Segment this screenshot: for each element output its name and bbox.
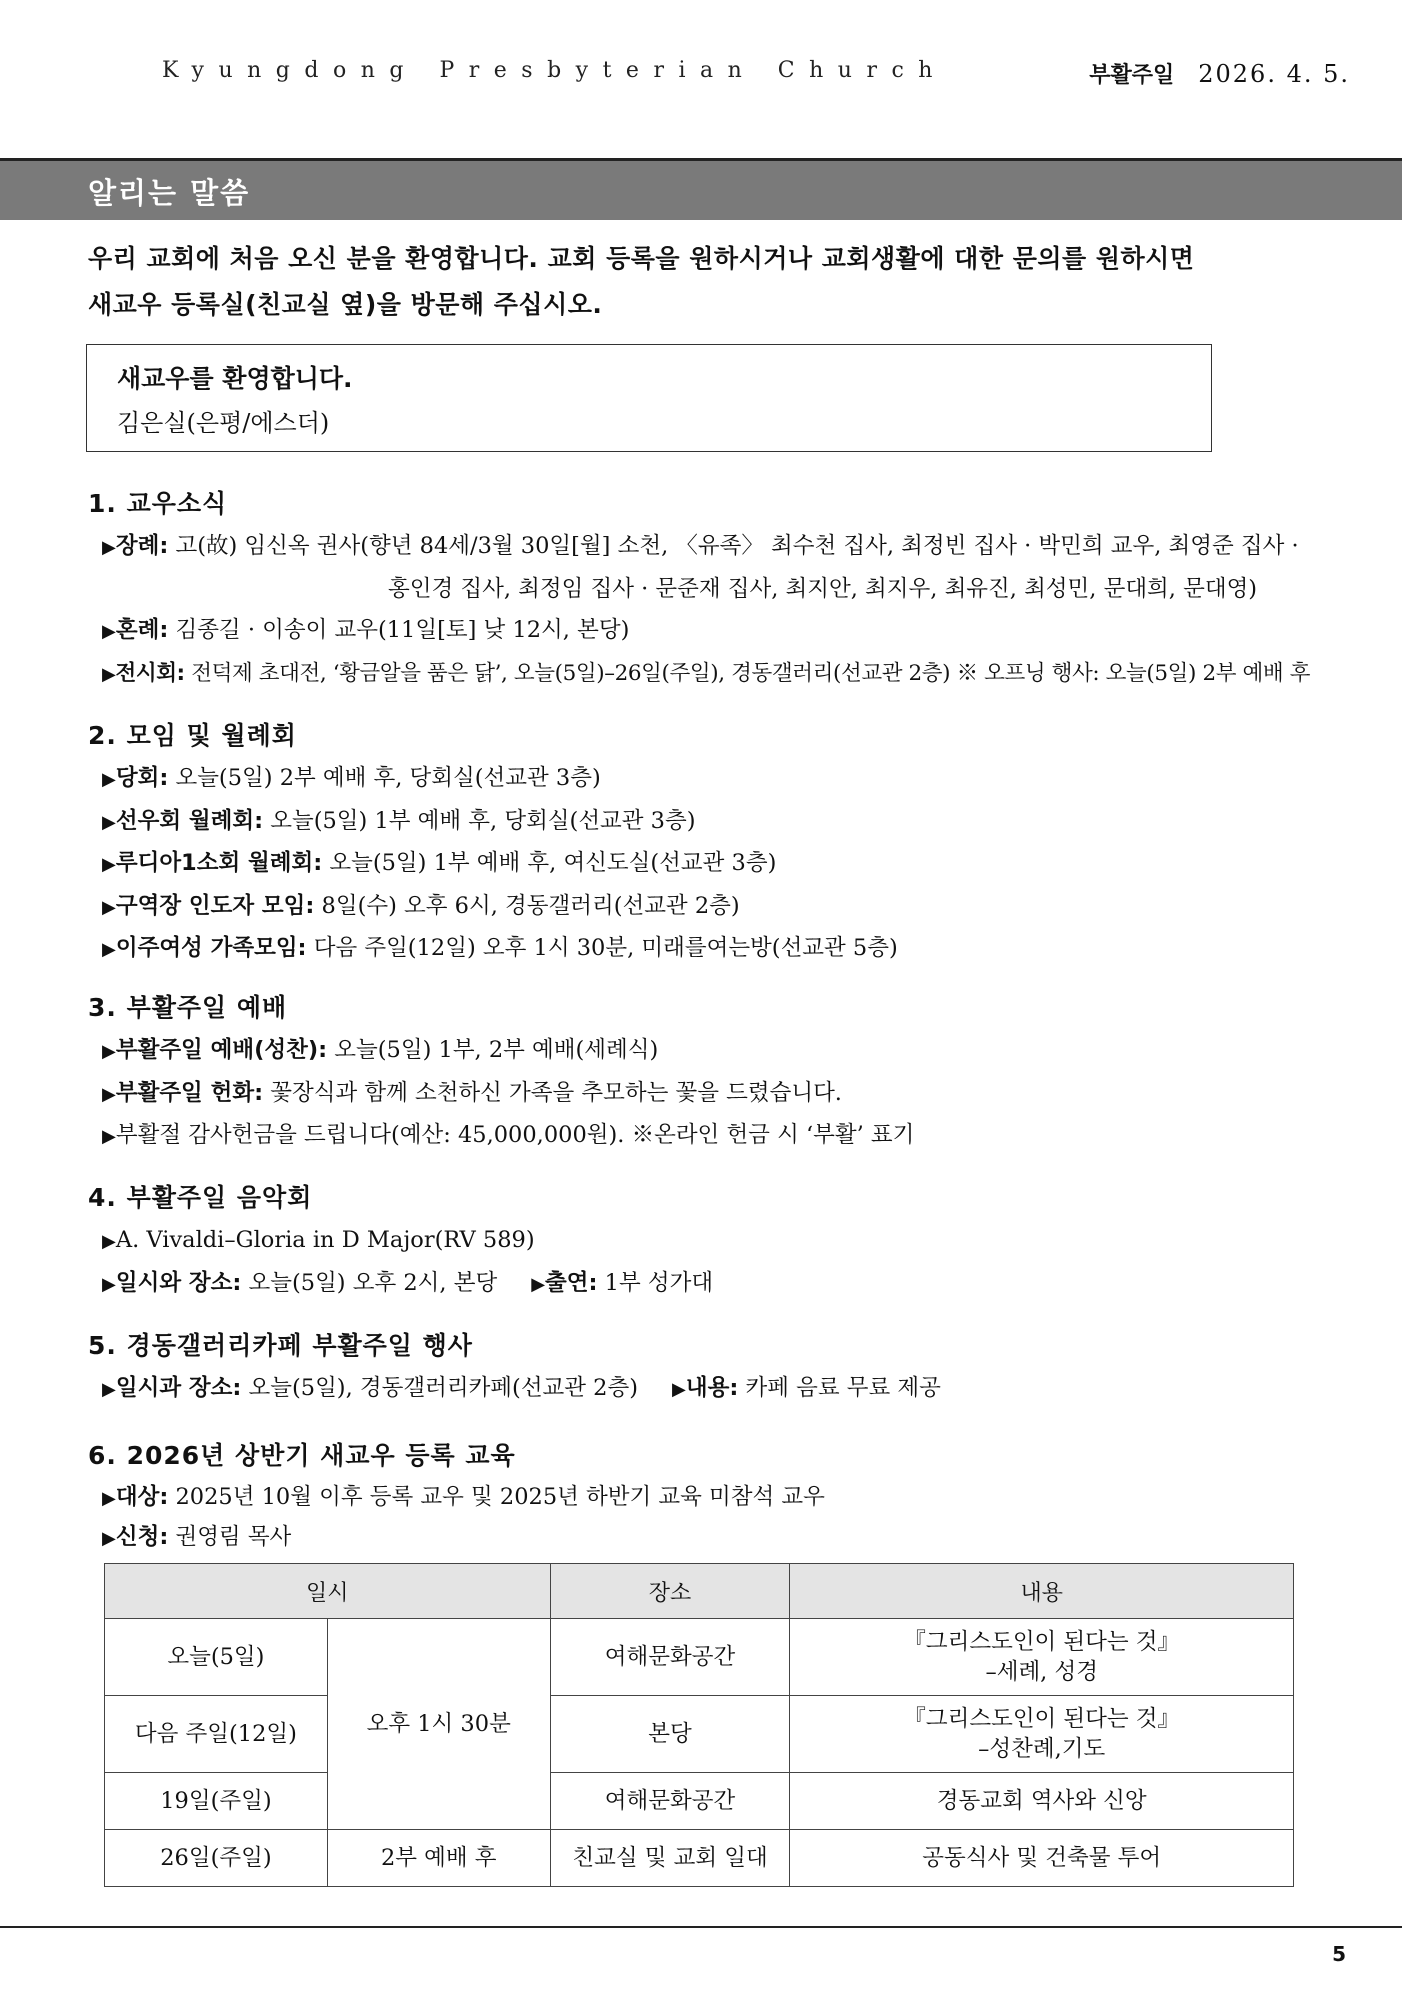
- list-item: [88, 843, 898, 886]
- section-title: 3. 부활주일 예배: [88, 993, 288, 1022]
- church-name: Kyungdong Presbyterian Church: [162, 58, 947, 83]
- footer-divider: [0, 1926, 1402, 1928]
- item-text: 2025년 10월 이후 등록 교우 및 2025년 하반기 교육 미참석 교우: [168, 1484, 825, 1510]
- arrow-icon: ▶: [102, 939, 116, 960]
- bulletin-date: [1089, 58, 1350, 89]
- arrow-icon: ▶: [102, 769, 116, 790]
- item-text: 오늘(5일) 오후 2시, 본당: [241, 1269, 498, 1296]
- arrow-icon: ▶: [102, 1488, 116, 1509]
- list-item: [88, 1115, 914, 1158]
- item-text: 다음 주일(12일) 오후 1시 30분, 미래를여는방(선교관 5층): [306, 935, 898, 961]
- place-cell: 친교실 및 교회 일대: [550, 1830, 790, 1887]
- time-cell: 2부 예배 후: [327, 1830, 550, 1887]
- arrow-icon: ▶: [102, 1528, 116, 1549]
- welcome-title: 새교우를 환영합니다.: [117, 364, 353, 393]
- place-cell: 본당: [550, 1696, 790, 1773]
- section-title: 5. 경동갤러리카페 부활주일 행사: [88, 1331, 473, 1360]
- section-title: 6. 2026년 상반기 새교우 등록 교육: [88, 1441, 516, 1470]
- arrow-icon: ▶: [102, 1041, 116, 1062]
- section-easter-worship: [88, 986, 914, 1158]
- arrow-icon: ▶: [102, 896, 116, 918]
- intro-line: 우리 교회에 처음 오신 분을 환영합니다. 교회 등록을 원하시거나 교회생활에 대한 문의를 원하시면: [88, 244, 1195, 273]
- table-row: [105, 1830, 1294, 1887]
- arrow-icon: ▶: [102, 1126, 116, 1147]
- section-member-news: [88, 482, 1310, 695]
- date-text: 2026. 4. 5.: [1198, 60, 1350, 88]
- arrow-icon: ▶: [102, 537, 116, 558]
- arrow-icon: ▶: [102, 1379, 116, 1400]
- arrow-icon: ▶: [102, 854, 116, 875]
- item-label: 출연:: [545, 1269, 598, 1296]
- content-cell: 공동식사 및 건축물 투어: [790, 1830, 1294, 1887]
- item-label: 신청:: [115, 1524, 169, 1550]
- item-label: 루디아1소회 월례회:: [115, 850, 323, 876]
- education-schedule-table: [104, 1563, 1294, 1887]
- intro-line: 새교우 등록실(친교실 옆)을 방문해 주십시오.: [88, 290, 603, 319]
- arrow-icon: ▶: [102, 811, 116, 833]
- item-text: 오늘(5일) 2부 예배 후, 당회실(선교관 3층): [168, 765, 601, 791]
- column-header: 내용: [790, 1564, 1294, 1619]
- content-line: 『그리스도인이 된다는 것』: [903, 1629, 1181, 1655]
- page-number: 5: [1332, 1942, 1346, 1966]
- banner-title: 알리는 말씀: [88, 176, 251, 210]
- item-text: 꽃장식과 함께 소천하신 가족을 추모하는 꽃을 드렸습니다.: [263, 1079, 842, 1106]
- item-text: A. Vivaldi–Gloria in D Major(RV 589): [115, 1227, 535, 1253]
- section-meetings: [88, 714, 898, 971]
- arrow-icon: ▶: [531, 1273, 546, 1295]
- section-newcomer-education: [88, 1434, 825, 1558]
- item-text: 고(故) 임신옥 권사(향년 84세/3월 30일[월] 소천, 〈유족〉 최수천 집사, 최정빈 집사 · 박민희 교우, 최영준 집사 ·: [168, 533, 1299, 559]
- item-text: 카페 음료 무료 제공: [738, 1375, 941, 1401]
- table-row: [105, 1696, 1294, 1773]
- table-row: [105, 1619, 1294, 1696]
- list-item: [88, 1478, 825, 1518]
- arrow-icon: ▶: [102, 621, 116, 642]
- arrow-icon: ▶: [102, 663, 116, 685]
- item-text: 김종길 · 이송이 교우(11일[토] 낮 12시, 본당): [168, 617, 630, 643]
- item-text: 오늘(5일) 1부 예배 후, 당회실(선교관 3층): [263, 807, 696, 834]
- date-cell: 오늘(5일): [105, 1619, 328, 1696]
- item-text: 전덕제 초대전, ‘황금알을 품은 닭’, 오늘(5일)–26일(주일), 경동갤러리(선교관 2층) ※ 오프닝 행사: 오늘(5일) 2부 예배 후: [184, 660, 1311, 686]
- section-title: 1. 교우소식: [88, 489, 228, 518]
- content-cell: 경동교회 역사와 신앙: [790, 1773, 1294, 1830]
- item-label: 장례:: [115, 533, 169, 559]
- table-row: [105, 1773, 1294, 1830]
- item-label: 당회:: [115, 765, 169, 791]
- list-item-continuation: [88, 569, 1310, 611]
- item-label: 대상:: [115, 1484, 169, 1510]
- list-item: [88, 1263, 713, 1306]
- date-cell: 다음 주일(12일): [105, 1696, 328, 1773]
- item-text: 권영림 목사: [168, 1524, 292, 1550]
- item-text: 오늘(5일) 1부 예배 후, 여신도실(선교관 3층): [322, 850, 777, 876]
- section-title: 4. 부활주일 음악회: [88, 1183, 313, 1212]
- item-text: 홍인경 집사, 최정임 집사 · 문준재 집사, 최지안, 최지우, 최유진, 최성민, 문대희, 문대영): [388, 575, 1258, 602]
- item-text: 오늘(5일) 1부, 2부 예배(세례식): [327, 1037, 659, 1063]
- arrow-icon: ▶: [102, 1083, 116, 1105]
- section-easter-concert: [88, 1176, 713, 1305]
- list-item: [88, 801, 898, 844]
- item-label: 부활주일 헌화:: [115, 1079, 264, 1106]
- list-item: [88, 1073, 914, 1116]
- place-cell: 여해문화공간: [550, 1773, 790, 1830]
- item-label: 선우회 월례회:: [115, 807, 264, 834]
- place-cell: 여해문화공간: [550, 1619, 790, 1696]
- welcome-box: [86, 344, 1212, 452]
- section-banner: [0, 158, 1402, 220]
- page-header: [162, 58, 1350, 98]
- welcome-name: 김은실(은평/에스더): [117, 409, 330, 437]
- date-cell: 19일(주일): [105, 1773, 328, 1830]
- list-item: [88, 928, 898, 971]
- date-cell: 26일(주일): [105, 1830, 328, 1887]
- item-label: 부활주일 예배(성찬):: [115, 1037, 328, 1063]
- item-label: 일시와 장소:: [115, 1269, 242, 1296]
- day-name: 부활주일: [1089, 63, 1175, 88]
- list-item: [88, 758, 898, 801]
- column-header: 일시: [105, 1564, 551, 1619]
- arrow-icon: ▶: [672, 1379, 686, 1400]
- arrow-icon: ▶: [102, 1231, 116, 1252]
- item-label: 일시과 장소:: [115, 1375, 242, 1401]
- item-label: 이주여성 가족모임:: [115, 935, 307, 961]
- table-header-row: [105, 1564, 1294, 1619]
- item-label: 전시회:: [115, 660, 185, 686]
- section-title: 2. 모임 및 월례회: [88, 721, 297, 750]
- item-text: 8일(수) 오후 6시, 경동갤러리(선교관 2층): [314, 892, 740, 919]
- content-line: 『그리스도인이 된다는 것』: [903, 1706, 1181, 1732]
- list-item: [88, 1220, 713, 1263]
- content-cell: [790, 1619, 1294, 1696]
- list-item: [88, 1030, 914, 1073]
- content-line: –세례, 성경: [985, 1659, 1098, 1685]
- list-item: [88, 886, 898, 929]
- item-text: 부활절 감사헌금을 드립니다(예산: 45,000,000원). ※온라인 헌금 시 ‘부활’ 표기: [115, 1122, 915, 1148]
- list-item: [88, 653, 1310, 696]
- column-header: 장소: [550, 1564, 790, 1619]
- arrow-icon: ▶: [102, 1273, 116, 1295]
- item-label: 내용:: [685, 1375, 739, 1401]
- list-item: [88, 526, 1310, 569]
- item-label: 구역장 인도자 모임:: [115, 892, 315, 919]
- list-item: [88, 1518, 825, 1558]
- content-line: –성찬례,기도: [978, 1736, 1106, 1762]
- list-item: [88, 1368, 941, 1411]
- content-cell: [790, 1696, 1294, 1773]
- list-item: [88, 610, 1310, 653]
- intro-text: [88, 236, 1348, 328]
- item-text: 1부 성가대: [597, 1269, 714, 1296]
- section-gallery-cafe: [88, 1324, 941, 1411]
- item-label: 혼례:: [115, 617, 169, 643]
- item-text: 오늘(5일), 경동갤러리카페(선교관 2층): [241, 1375, 639, 1401]
- time-cell: 오후 1시 30분: [327, 1619, 550, 1830]
